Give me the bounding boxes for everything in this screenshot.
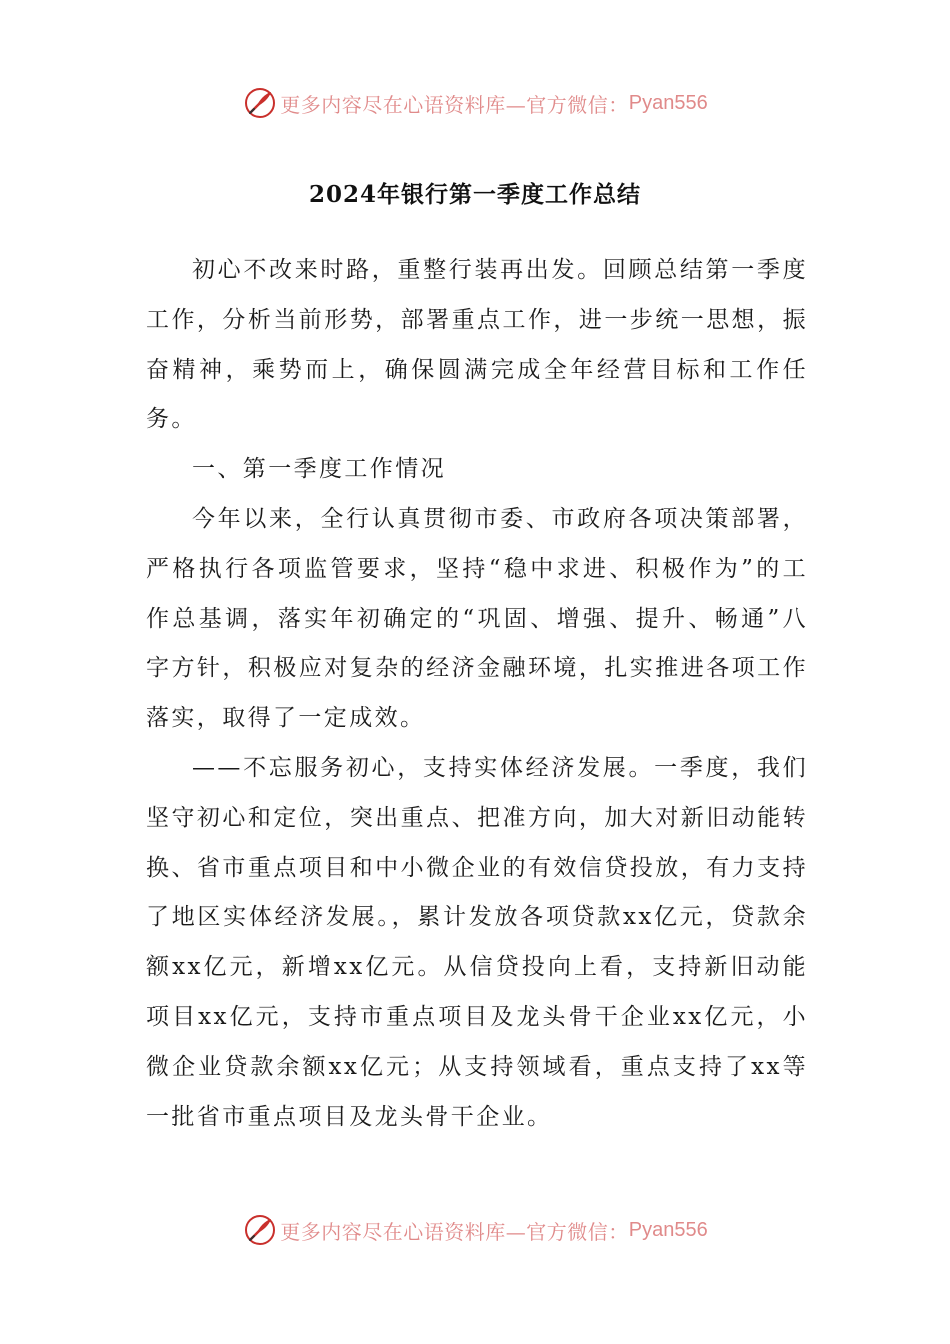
banner-wechat-id: Pyan556 <box>628 1218 708 1241</box>
paragraph-intro: 初心不改来时路，重整行装再出发。回顾总结第一季度工作，分析当前形势，部署重点工作，进一步统一思想，振奋精神，乘势而上，确保圆满完成全年经营目标和工作任务。 <box>146 257 808 433</box>
paragraph: ——不忘服务初心，支持实体经济发展。一季度，我们坚守初心和定位，突出重点、把准方向，加大对新旧动能转换、省市重点项目和中小微企业的有效信贷投放，有力支持了地区实体经济发展。，累计发放各项贷款xx亿元，贷款余额xx亿元，新增xx亿元。从信贷投向上看，支持新旧动能项目xx亿元，支持市重点项目及龙头骨干企业xx亿元，小微企业贷款余额xx亿元；从支持领域看，重点支持了xx等一批省市重点项目及龙头骨干企业。 <box>146 754 808 1130</box>
document-body <box>146 246 808 1142</box>
header-banner <box>0 78 950 128</box>
quill-logo-icon <box>242 1212 278 1248</box>
section-heading: 一、第一季度工作情况 <box>192 456 446 483</box>
quill-logo-icon <box>242 85 278 121</box>
banner-text: 更多内容尽在心语资料库—官方微信： <box>280 1219 629 1244</box>
banner-text: 更多内容尽在心语资料库—官方微信： <box>280 92 629 117</box>
banner-wechat-id: Pyan556 <box>628 91 708 114</box>
footer-banner <box>0 1205 950 1255</box>
document-title: 2024年银行第一季度工作总结 <box>308 181 641 208</box>
paragraph: 今年以来，全行认真贯彻市委、市政府各项决策部署，严格执行各项监管要求，坚持“稳中求进、积极作为”的工作总基调，落实年初确定的“巩固、增强、提升、畅通”八字方针，积极应对复杂的经济金融环境，扎实推进各项工作落实，取得了一定成效。 <box>146 505 808 732</box>
